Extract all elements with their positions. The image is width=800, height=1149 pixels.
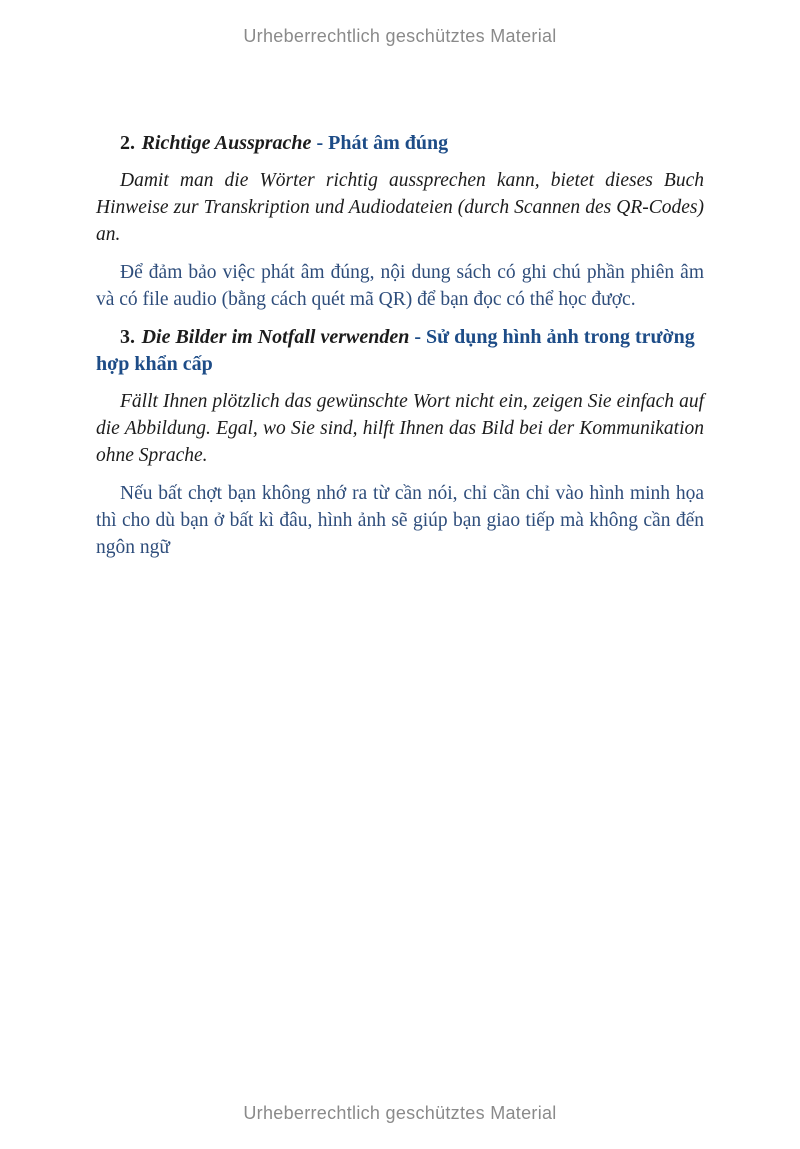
section-3-title-german: Die Bilder im Notfall verwenden bbox=[141, 326, 410, 348]
section-3-separator: - bbox=[409, 326, 427, 348]
section-2-vietnamese-paragraph: Để đảm bảo việc phát âm đúng, nội dung sách có ghi chú phần phiên âm và có file audio (bằng cách quét mã QR) để bạn đọc có thể học được. bbox=[96, 262, 704, 310]
section-2-title-vietnamese: Phát âm đúng bbox=[328, 132, 449, 154]
section-3-number: 3. bbox=[120, 326, 135, 348]
copyright-notice-top: Urheberrechtlich geschütztes Material bbox=[243, 26, 557, 46]
section-2-heading bbox=[96, 130, 704, 157]
section-3-heading bbox=[96, 324, 704, 378]
section-2-german-paragraph: Damit man die Wörter richtig aussprechen kann, bietet dieses Buch Hinweise zur Transkription und Audiodateien (durch Scannen des QR-Codes) an. bbox=[96, 170, 704, 245]
section-3-german-paragraph: Fällt Ihnen plötzlich das gewünschte Wort nicht ein, zeigen Sie einfach auf die Abbildung. Egal, wo Sie sind, hilft Ihnen das Bild bei der Kommunikation ohne Sprache. bbox=[96, 391, 704, 466]
copyright-notice-bottom: Urheberrechtlich geschütztes Material bbox=[243, 1103, 557, 1123]
section-2-separator: - bbox=[311, 132, 329, 154]
page-content bbox=[96, 124, 704, 572]
section-2-number: 2. bbox=[120, 132, 135, 154]
section-3-title-vietnamese: Sử dụng hình ảnh trong trường hợp khẩn cấp bbox=[96, 326, 700, 375]
section-2-title-german: Richtige Aussprache bbox=[141, 132, 312, 154]
section-3-vietnamese-paragraph: Nếu bất chợt bạn không nhớ ra từ cần nói, chỉ cần chỉ vào hình minh họa thì cho dù bạn ở bất kì đâu, hình ảnh sẽ giúp bạn giao tiếp mà không cần đến ngôn ngữ bbox=[96, 483, 704, 558]
